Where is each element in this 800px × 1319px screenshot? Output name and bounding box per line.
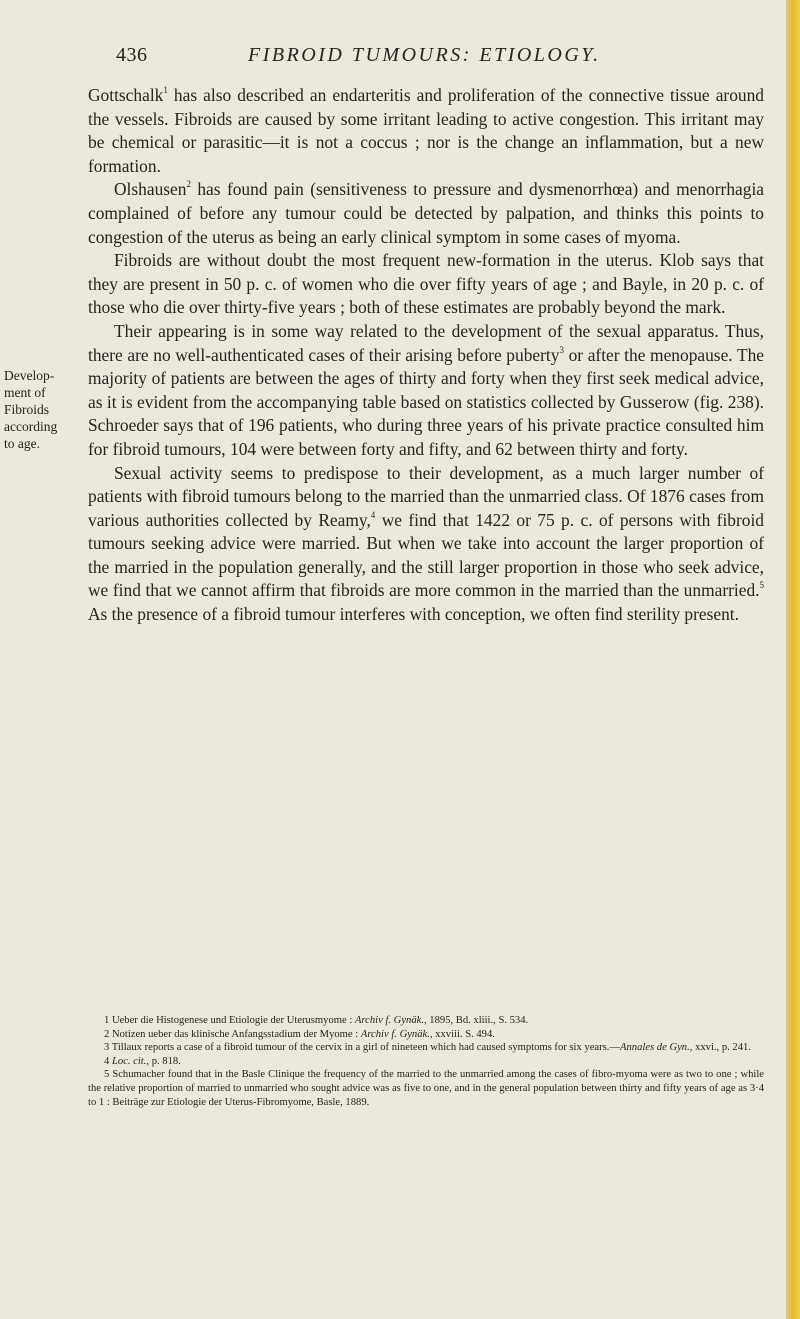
footnote-ref: 3 [559,344,564,355]
paragraph-sexual-activity [88,462,764,627]
footnote-number: 2 [104,1028,110,1040]
footnotes [88,1014,764,1109]
paragraph-olshausen [88,178,764,249]
footnote-number: 1 [104,1015,110,1026]
footnote-text: Notizen ueber das klinische Anfangsstadium der Myome : [109,1028,361,1040]
footnote [88,1041,764,1055]
footnote-text: , xxviii. S. 494. [429,1028,495,1040]
marginal-note-line: Fibroids [4,402,50,417]
marginal-note-line: ment of [4,385,46,400]
paragraph-frequency [88,249,764,320]
body-text [88,84,764,627]
book-edge [786,0,800,1319]
paragraph-lead: Olshausen [114,179,187,200]
footnote-journal: Archiv f. Gynäk. [354,1015,424,1026]
footnote-number: 3 [104,1042,110,1054]
paragraph-lead: Their appearing is in some way related to the development of the sexual apparatus. Thus, there are no well-authenticated cases of their arising before puberty [88,320,764,365]
marginal-note-line: according [4,419,58,434]
footnote-journal: Archiv f. Gynäk. [360,1028,430,1040]
paragraph-text: As the presence of a fibroid tumour interferes with conception, we often find sterility present. [88,604,739,625]
paragraph-development [88,320,764,462]
paragraph-text: we find that 1422 or 75 p. c. of persons with fibroid tumours seeking advice were married. But when we take into account the larger proportion of the married in the population generally, and the still larger proportion in those who seek advice, we find that we cannot affirm that fibroids are more common in the married than the unmarried. [88,509,764,601]
footnote [88,1068,764,1109]
footnote-journal: Loc. cit. [111,1055,147,1067]
running-head [0,44,786,74]
paragraph-text: has also described an endarteritis and proliferation of the connective tissue around the vessels. Fibroids are caused by some irritant leading to active congestion. This irritant may be chemical or parasitic—it is not a coccus ; nor is the change an inflammation, but a new formation. [88,85,764,176]
footnote [88,1055,764,1069]
marginal-note-line: to age. [4,436,40,451]
footnote-text: , xxvi., p. 241. [689,1042,751,1054]
footnote-ref: 4 [370,509,376,520]
footnote-text: Ueber die Histogenese und Etiologie der Uterusmyome : [109,1015,355,1026]
paragraph-lead: Gottschalk [88,85,164,105]
footnote-text: Tillaux reports a case of a fibroid tumour of the cervix in a girl of nineteen which had caused symptoms for six years.— [109,1042,621,1054]
footnote [88,1014,764,1028]
marginal-note [4,367,80,452]
paragraph-lead: Sexual activity seems to predispose to their development, as a much larger number of patients with fibroid tumours belong to the married than the unmarried class. Of 1876 cases from various authorities collected by Reamy, [88,462,764,530]
page-number: 436 [116,44,148,66]
marginal-note-line: Develop- [4,368,55,383]
footnote-ref: 1 [163,85,168,95]
running-title: FIBROID TUMOURS: ETIOLOGY. [248,44,601,66]
footnote-number: 4 [104,1055,110,1067]
footnote-text: Schumacher found that in the Basle Clinique the frequency of the married to the unmarried among the cases of fibro-myoma were as two to one ; while the relative proportion of married to unmarried who sought advice was as five to one, and in the general population between thirty and fifty years of age as 3·4 to 1 : Beiträge zur Etiologie der Uterus-Fibromyome, Basle, 1889. [88,1069,764,1108]
footnote-ref: 5 [759,580,764,591]
footnote-journal: Annales de Gyn. [620,1042,690,1054]
paragraph-text: Fibroids are without doubt the most frequent new-formation in the uterus. Klob says that they are present in 50 p. c. of women who die over fifty years of age ; and Bayle, in 20 p. c. of those who die over thirty-five years ; both of these estimates are probably beyond the mark. [88,250,764,318]
paragraph-text: has found pain (sensitiveness to pressure and dysmenorrhœa) and menorrhagia complained of before any tumour could be detected by palpation, and thinks this points to congestion of the uterus as being an early clinical symptom in some cases of myoma. [88,179,764,247]
footnote-number: 5 [104,1069,110,1081]
footnote-text: , p. 818. [146,1055,181,1067]
footnote-ref: 2 [186,179,191,190]
footnote [88,1028,764,1042]
paragraph-gottschalk [88,84,764,178]
paragraph-text: or after the menopause. The majority of patients are between the ages of thirty and forty when they first seek medical advice, as it is evident from the accompanying table based on statistics collected by Gusserow (fig. 238). Schroeder says that of 196 patients, who during three years of his private practice consulted him for fibroid tumours, 104 were between forty and fifty, and 62 between thirty and forty. [88,344,764,459]
footnote-text: , 1895, Bd. xliii., S. 534. [423,1015,529,1026]
